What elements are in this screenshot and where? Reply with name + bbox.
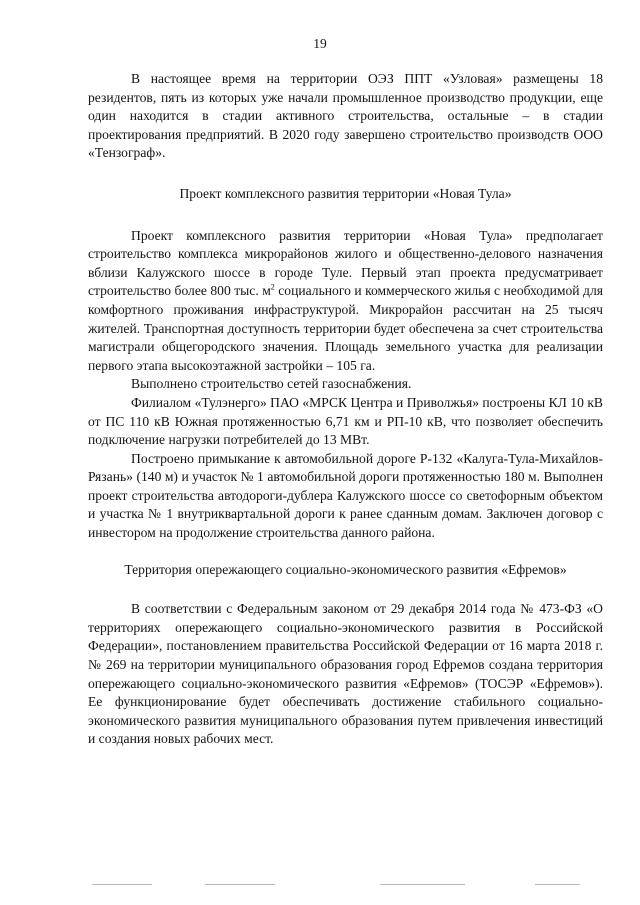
paragraph-oez-uzlovaya: В настоящее время на территории ОЭЗ ППТ «Узловая» размещены 18 резидентов, пять из которых уже начали промышленное производство продукции, еще один находится в стадии активного строительства, остальные – в стадии проектирования предприятий. В 2020 году завершено строительство производств ООО «Тензограф». — [88, 71, 603, 161]
paragraph-roads: Построено примыкание к автомобильной дороге Р-132 «Калуга-Тула-Михайлов-Рязань» (140 м) и участок № 1 автомобильной дороги протяженностью 180 м. Выполнен проект строительства автодороги-дублера Калужского шоссе со светофорным объектом и участка № 1 внутриквартальной дороги к ранее сданным домам. Заключен договор с инвестором на продолжение строительства данного района. — [88, 450, 603, 541]
paragraph-power-lines: Филиалом «Тулэнерго» ПАО «МРСК Центра и Приволжья» построены КЛ 10 кВ от ПС 110 кВ Южная протяженностью 6,71 км и РП-10 кВ, что позволяет обеспечить подключение нагрузки потребителей до 13 МВт. — [88, 394, 603, 448]
heading-tosedr-efremov: Территория опережающего социально-экономического развития «Ефремов» — [124, 561, 567, 577]
paragraph-novaya-tula-project — [88, 227, 603, 376]
page-body — [88, 70, 603, 749]
paragraph-gas-networks: Выполнено строительство сетей газоснабжения. — [131, 376, 412, 392]
heading-novaya-tula: Проект комплексного развития территории «Новая Тула» — [179, 185, 512, 201]
superscript-2: 2 — [270, 282, 275, 292]
page-number: 19 — [313, 36, 327, 51]
scan-artifact-marks — [0, 884, 640, 890]
paragraph-efremov: В соответствии с Федеральным законом от 29 декабря 2014 года № 473-ФЗ «О территориях опережающего социально-экономического развития в Российской Федерации», постановлением правительства Российской Федерации от 16 марта 2018 г. № 269 на территории муниципального образования город Ефремов создана территория опережающего социально-экономического развития «Ефремов» (ТОСЭР «Ефремов»). Ее функционирование будет обеспечивать достижение стабильного социально-экономического развития муниципального образования путем привлечения инвестиций и создания новых рабочих мест. — [88, 601, 603, 747]
paragraph-text-part: социального и коммерческого жилья с необходимой для комфортного проживания инфраструктурой. Микрорайон рассчитан на 25 тысяч жителей. Транспортная доступность территории будет обеспечена за счет строительства магистрали общегородского значения. Площадь земельного участка для реализации первого этапа высокоэтажной застройки – 105 га. — [88, 283, 603, 373]
paragraph-text-part: Проект комплексного развития территории «Новая Тула» предполагает строительство комплекса микрорайонов жилого и общественно-делового назначения вблизи Калужского шоссе в городе Туле. Первый этап проекта предусматривает строительство более 800 тыс. м — [88, 227, 603, 299]
